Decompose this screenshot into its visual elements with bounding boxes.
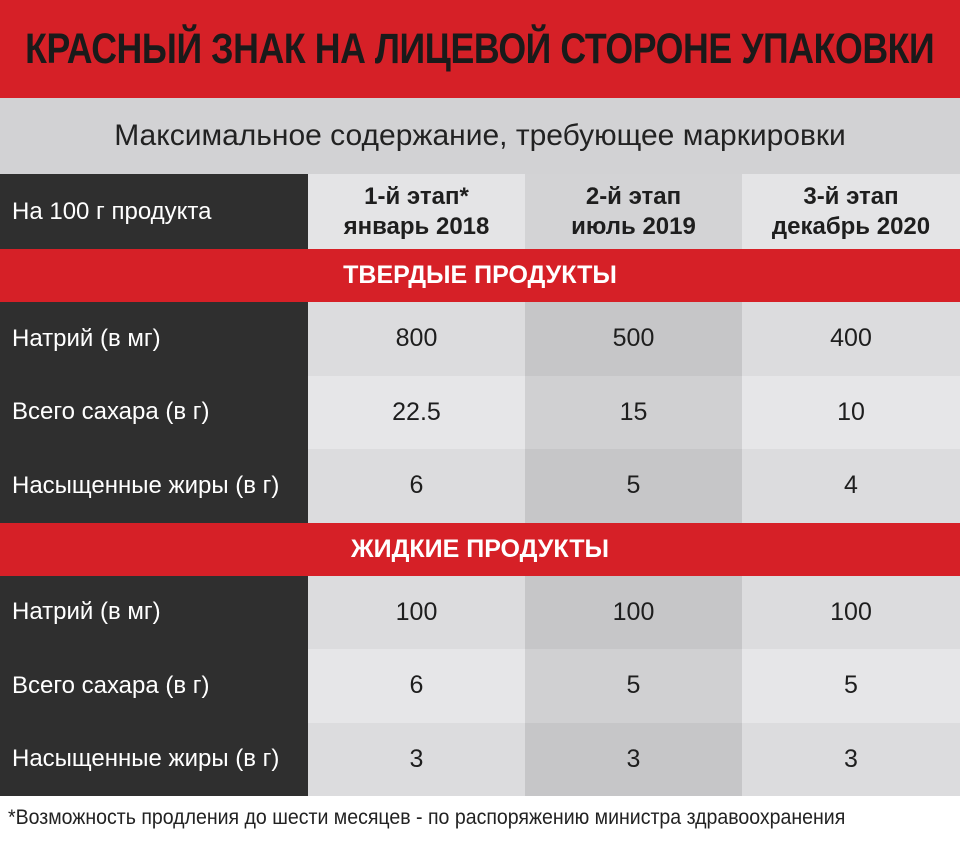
table-cell: 500 — [525, 302, 742, 376]
header-stage-3-date: декабрь 2020 — [771, 212, 931, 240]
table-cell: 400 — [742, 302, 960, 376]
table-cell: 3 — [742, 723, 960, 797]
table-row — [0, 649, 960, 723]
table-row — [0, 302, 960, 376]
header-label: На 100 г продукта — [0, 174, 308, 249]
row-label: Всего сахара (в г) — [0, 649, 308, 723]
row-label: Насыщенные жиры (в г) — [0, 449, 308, 523]
table-row — [0, 449, 960, 523]
table-cell: 3 — [525, 723, 742, 797]
table-cell: 22.5 — [308, 376, 525, 450]
table-row — [0, 723, 960, 797]
table-cell: 100 — [742, 576, 960, 650]
row-label: Натрий (в мг) — [0, 576, 308, 650]
header-stage-1 — [308, 174, 525, 249]
nutrition-table — [0, 174, 960, 796]
header-stage-1-name: 1-й этап* — [364, 182, 469, 210]
subtitle-bar — [0, 98, 960, 174]
section-title-liquid: ЖИДКИЕ ПРОДУКТЫ — [0, 523, 960, 576]
table-cell: 100 — [308, 576, 525, 650]
page-title: КРАСНЫЙ ЗНАК НА ЛИЦЕВОЙ СТОРОНЕ УПАКОВКИ — [25, 24, 935, 73]
footnote: *Возможность продления до шести месяцев - по распоряжению министра здравоохранения — [8, 806, 846, 829]
row-label: Натрий (в мг) — [0, 302, 308, 376]
header-stage-3-name: 3-й этап — [803, 182, 899, 210]
table-cell: 10 — [742, 376, 960, 450]
page-subtitle: Максимальное содержание, требующее маркировки — [114, 119, 846, 152]
header-stage-3 — [742, 174, 960, 249]
table-row — [0, 576, 960, 650]
header-stage-2 — [525, 174, 742, 249]
table-cell: 15 — [525, 376, 742, 450]
table-header-row — [0, 174, 960, 249]
table-cell: 5 — [742, 649, 960, 723]
table-cell: 6 — [308, 449, 525, 523]
section-title-solid: ТВЕРДЫЕ ПРОДУКТЫ — [0, 249, 960, 302]
title-bar — [0, 0, 960, 98]
table-cell: 6 — [308, 649, 525, 723]
table-cell: 100 — [525, 576, 742, 650]
header-stage-1-date: январь 2018 — [343, 212, 490, 240]
table-cell: 5 — [525, 449, 742, 523]
row-label: Насыщенные жиры (в г) — [0, 723, 308, 797]
header-stage-2-date: июль 2019 — [571, 212, 696, 240]
header-stage-2-name: 2-й этап — [585, 182, 682, 210]
row-label: Всего сахара (в г) — [0, 376, 308, 450]
table-cell: 5 — [525, 649, 742, 723]
table-cell: 3 — [308, 723, 525, 797]
table-cell: 4 — [742, 449, 960, 523]
table-cell: 800 — [308, 302, 525, 376]
table-row — [0, 376, 960, 450]
